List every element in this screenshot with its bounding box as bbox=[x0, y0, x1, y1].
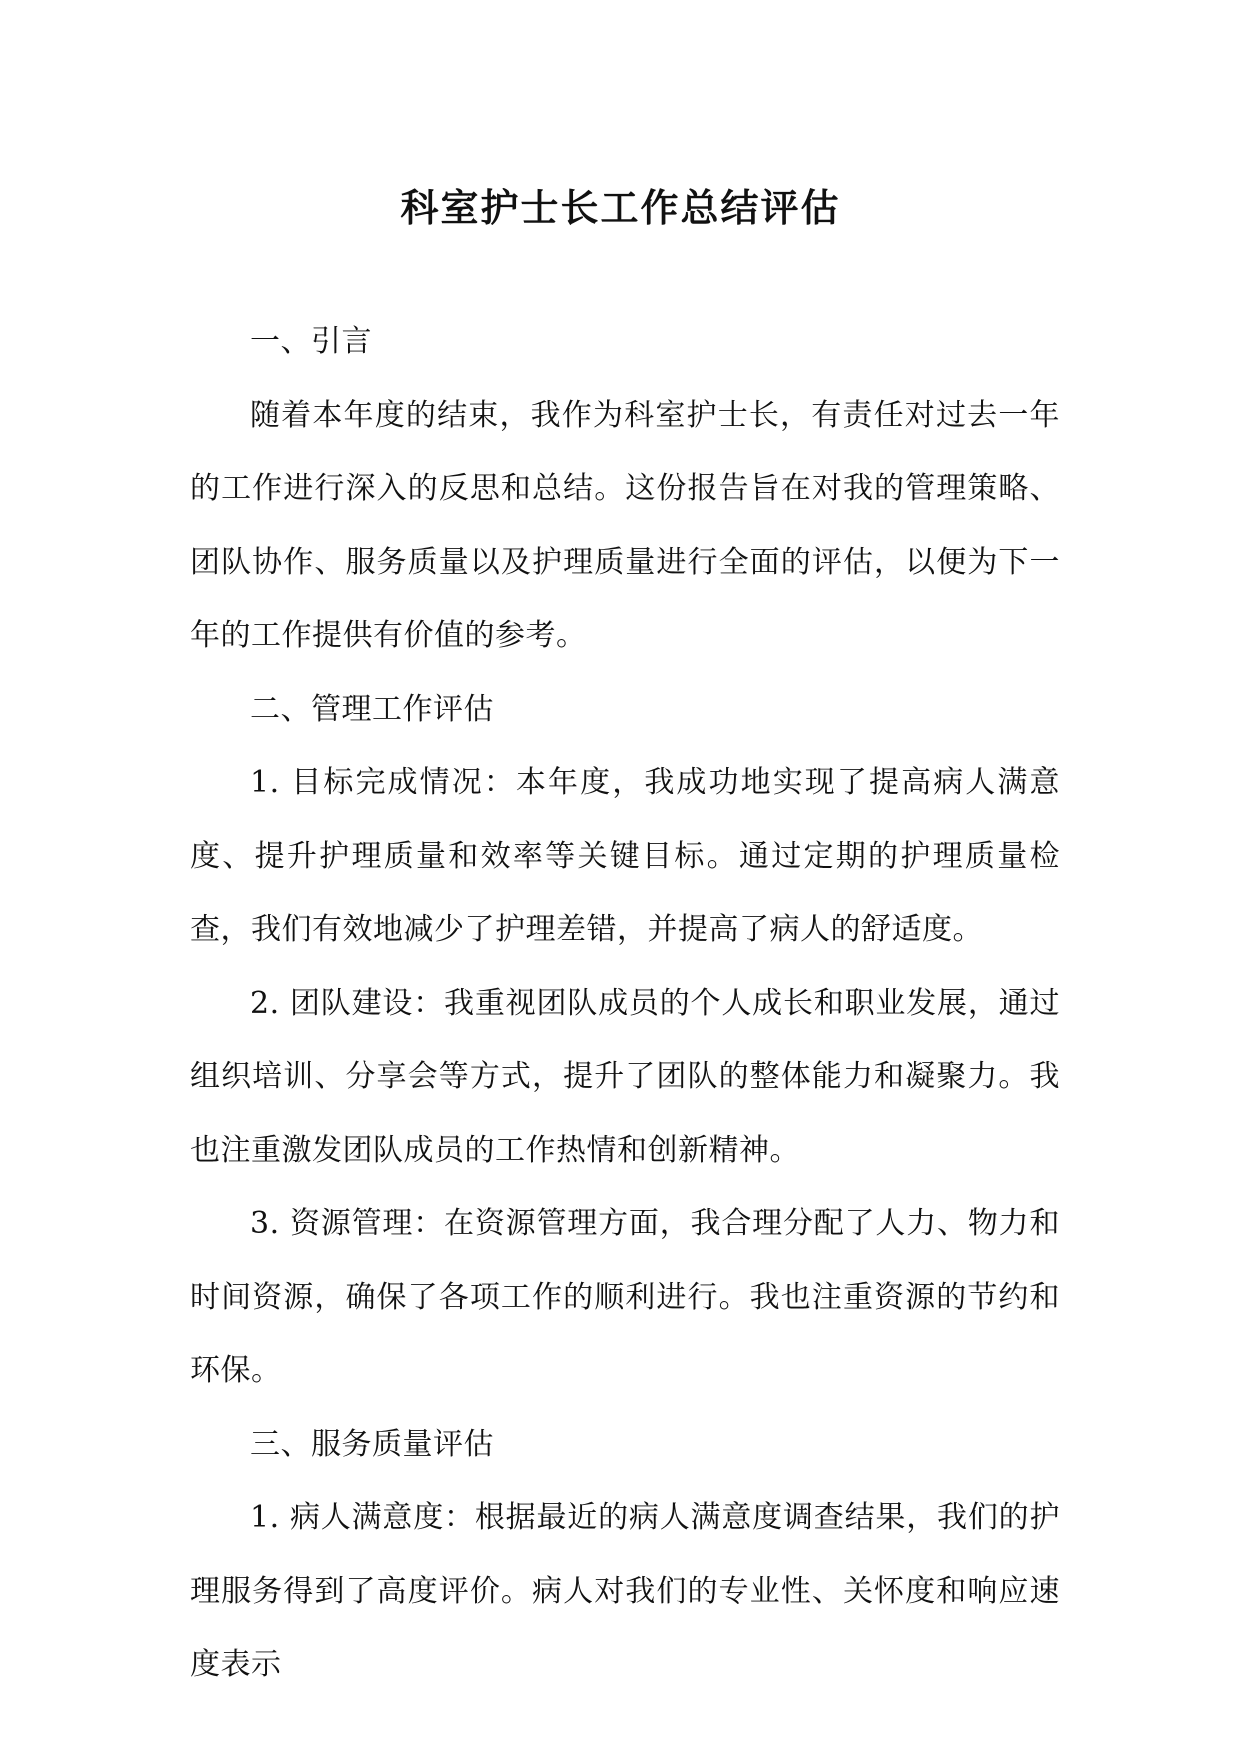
paragraph: 3. 资源管理：在资源管理方面，我合理分配了人力、物力和时间资源，确保了各项工作的顺利进行。我也注重资源的节约和环保。 bbox=[190, 1206, 1060, 1388]
paragraph: 随着本年度的结束，我作为科室护士长，有责任对过去一年的工作进行深入的反思和总结。这份报告旨在对我的管理策略、团队协作、服务质量以及护理质量进行全面的评估，以便为下一年的工作提供有价值的参考。 bbox=[190, 397, 1060, 653]
section-heading: 一、引言 bbox=[250, 324, 372, 359]
section-heading: 二、管理工作评估 bbox=[250, 691, 494, 727]
document-title: 科室护士长工作总结评估 bbox=[400, 185, 841, 230]
document-body bbox=[190, 305, 1060, 1702]
paragraph: 1. 病人满意度：根据最近的病人满意度调查结果，我们的护理服务得到了高度评价。病人对我们的专业性、关怀度和响应速度表示 bbox=[190, 1500, 1060, 1682]
section-heading: 三、服务质量评估 bbox=[250, 1426, 494, 1462]
paragraph: 1. 目标完成情况：本年度，我成功地实现了提高病人满意度、提升护理质量和效率等关键目标。通过定期的护理质量检查，我们有效地减少了护理差错，并提高了病人的舒适度。 bbox=[190, 765, 1060, 947]
paragraph: 2. 团队建设：我重视团队成员的个人成长和职业发展，通过组织培训、分享会等方式，提升了团队的整体能力和凝聚力。我也注重激发团队成员的工作热情和创新精神。 bbox=[190, 985, 1060, 1168]
